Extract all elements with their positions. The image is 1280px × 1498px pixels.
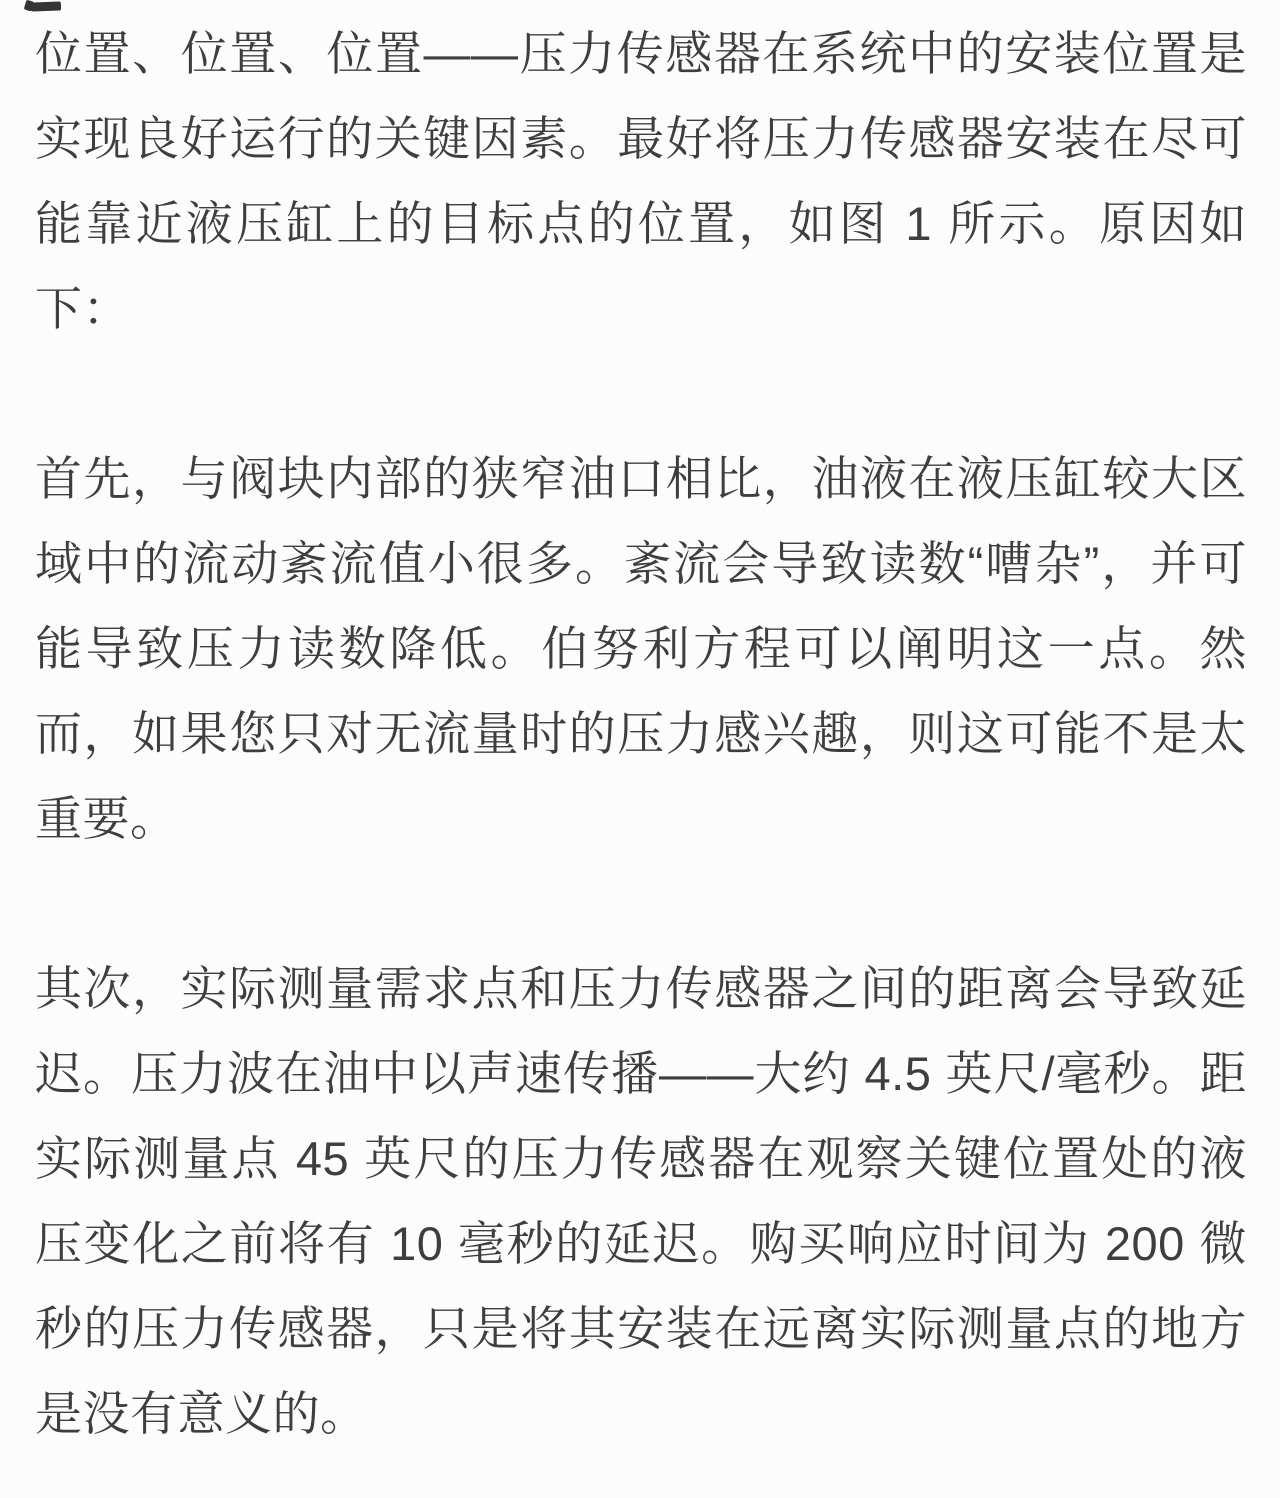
text-line: 压变化之前将有 10 毫秒的延迟。购买响应时间为 200 微 — [35, 1217, 1247, 1270]
text-line: 秒的压力传感器，只是将其安装在远离实际测量点的地方 — [35, 1302, 1247, 1355]
text-line: 迟。压力波在油中以声速传播——大约 4.5 英尺/毫秒。距 — [35, 1047, 1247, 1100]
text-line: 下： — [35, 282, 130, 335]
clipped-character-fragment — [31, 1, 61, 11]
text-line: 实际测量点 45 英尺的压力传感器在观察关键位置处的液 — [35, 1132, 1247, 1185]
paragraph — [35, 946, 1247, 1456]
text-line: 能导致压力读数降低。伯努利方程可以阐明这一点。然 — [35, 622, 1247, 675]
text-line: 其次，实际测量需求点和压力传感器之间的距离会导致延 — [35, 962, 1247, 1015]
text-line: 首先，与阀块内部的狭窄油口相比，油液在液压缸较大区 — [35, 452, 1247, 505]
text-line: 是没有意义的。 — [35, 1387, 368, 1440]
paragraph — [35, 436, 1247, 861]
text-line: 能靠近液压缸上的目标点的位置，如图 1 所示。原因如 — [35, 197, 1247, 250]
article-body — [35, 11, 1247, 1456]
text-line: 而，如果您只对无流量时的压力感兴趣，则这可能不是太 — [35, 707, 1247, 760]
text-line: 位置、位置、位置——压力传感器在系统中的安装位置是 — [35, 27, 1247, 80]
paragraph — [35, 11, 1247, 351]
text-line: 实现良好运行的关键因素。最好将压力传感器安装在尽可 — [35, 112, 1247, 165]
text-line: 重要。 — [35, 792, 178, 845]
text-line: 域中的流动紊流值小很多。紊流会导致读数“嘈杂”，并可 — [35, 537, 1247, 590]
